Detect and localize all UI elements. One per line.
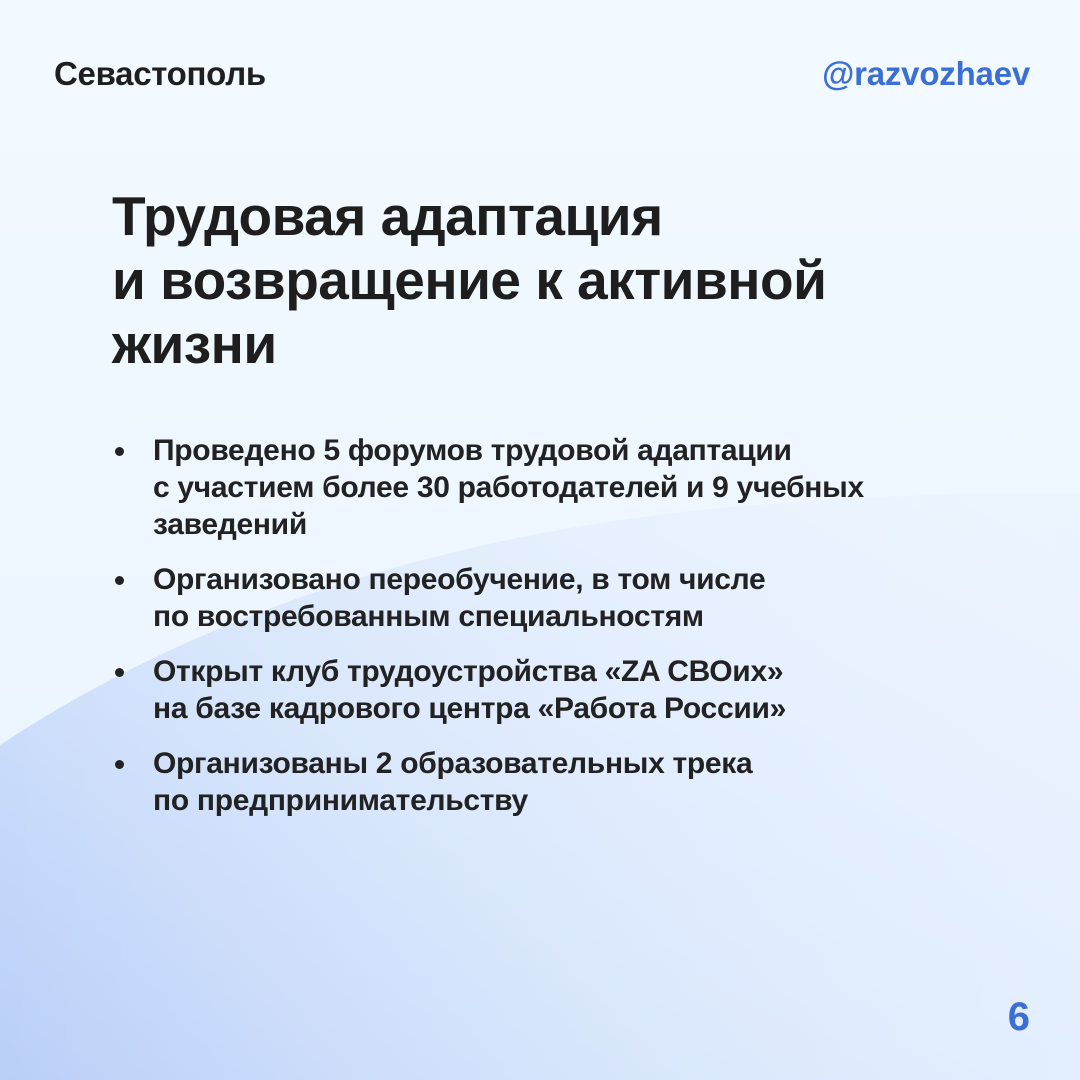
bullet-line: по востребованным специальностям (153, 600, 704, 633)
bullet-item-retraining (112, 561, 1042, 635)
bullet-line: по предпринимательству (153, 784, 528, 817)
author-handle[interactable]: @razvozhaev (822, 55, 1030, 92)
bullet-line: заведений (153, 508, 307, 541)
bullet-line: Организовано переобучение, в том числе (153, 563, 766, 596)
bullet-dot-icon (115, 447, 124, 456)
bullet-line: Организованы 2 образовательных трека (153, 747, 753, 780)
city-label: Севастополь (54, 55, 266, 92)
bullet-item-forums (112, 432, 1042, 543)
title-line: и возвращение к активной (112, 249, 827, 311)
bullet-item-education-tracks (112, 745, 1042, 819)
bullet-dot-icon (115, 668, 124, 677)
page-number: 6 (1007, 995, 1030, 1039)
bullet-line: Открыт клуб трудоустройства «ZA СВОих» (153, 655, 784, 688)
page-title (112, 184, 992, 376)
title-line: Трудовая адаптация (112, 185, 663, 247)
bullet-line: Проведено 5 форумов трудовой адаптации (153, 434, 792, 467)
bullet-list (112, 432, 1042, 837)
title-line: жизни (112, 313, 277, 375)
bullet-item-employment-club (112, 653, 1042, 727)
bullet-line: на базе кадрового центра «Работа России» (153, 692, 787, 725)
bullet-dot-icon (115, 760, 124, 769)
bullet-dot-icon (115, 576, 124, 585)
bullet-line: с участием более 30 работодателей и 9 учебных (153, 471, 864, 504)
